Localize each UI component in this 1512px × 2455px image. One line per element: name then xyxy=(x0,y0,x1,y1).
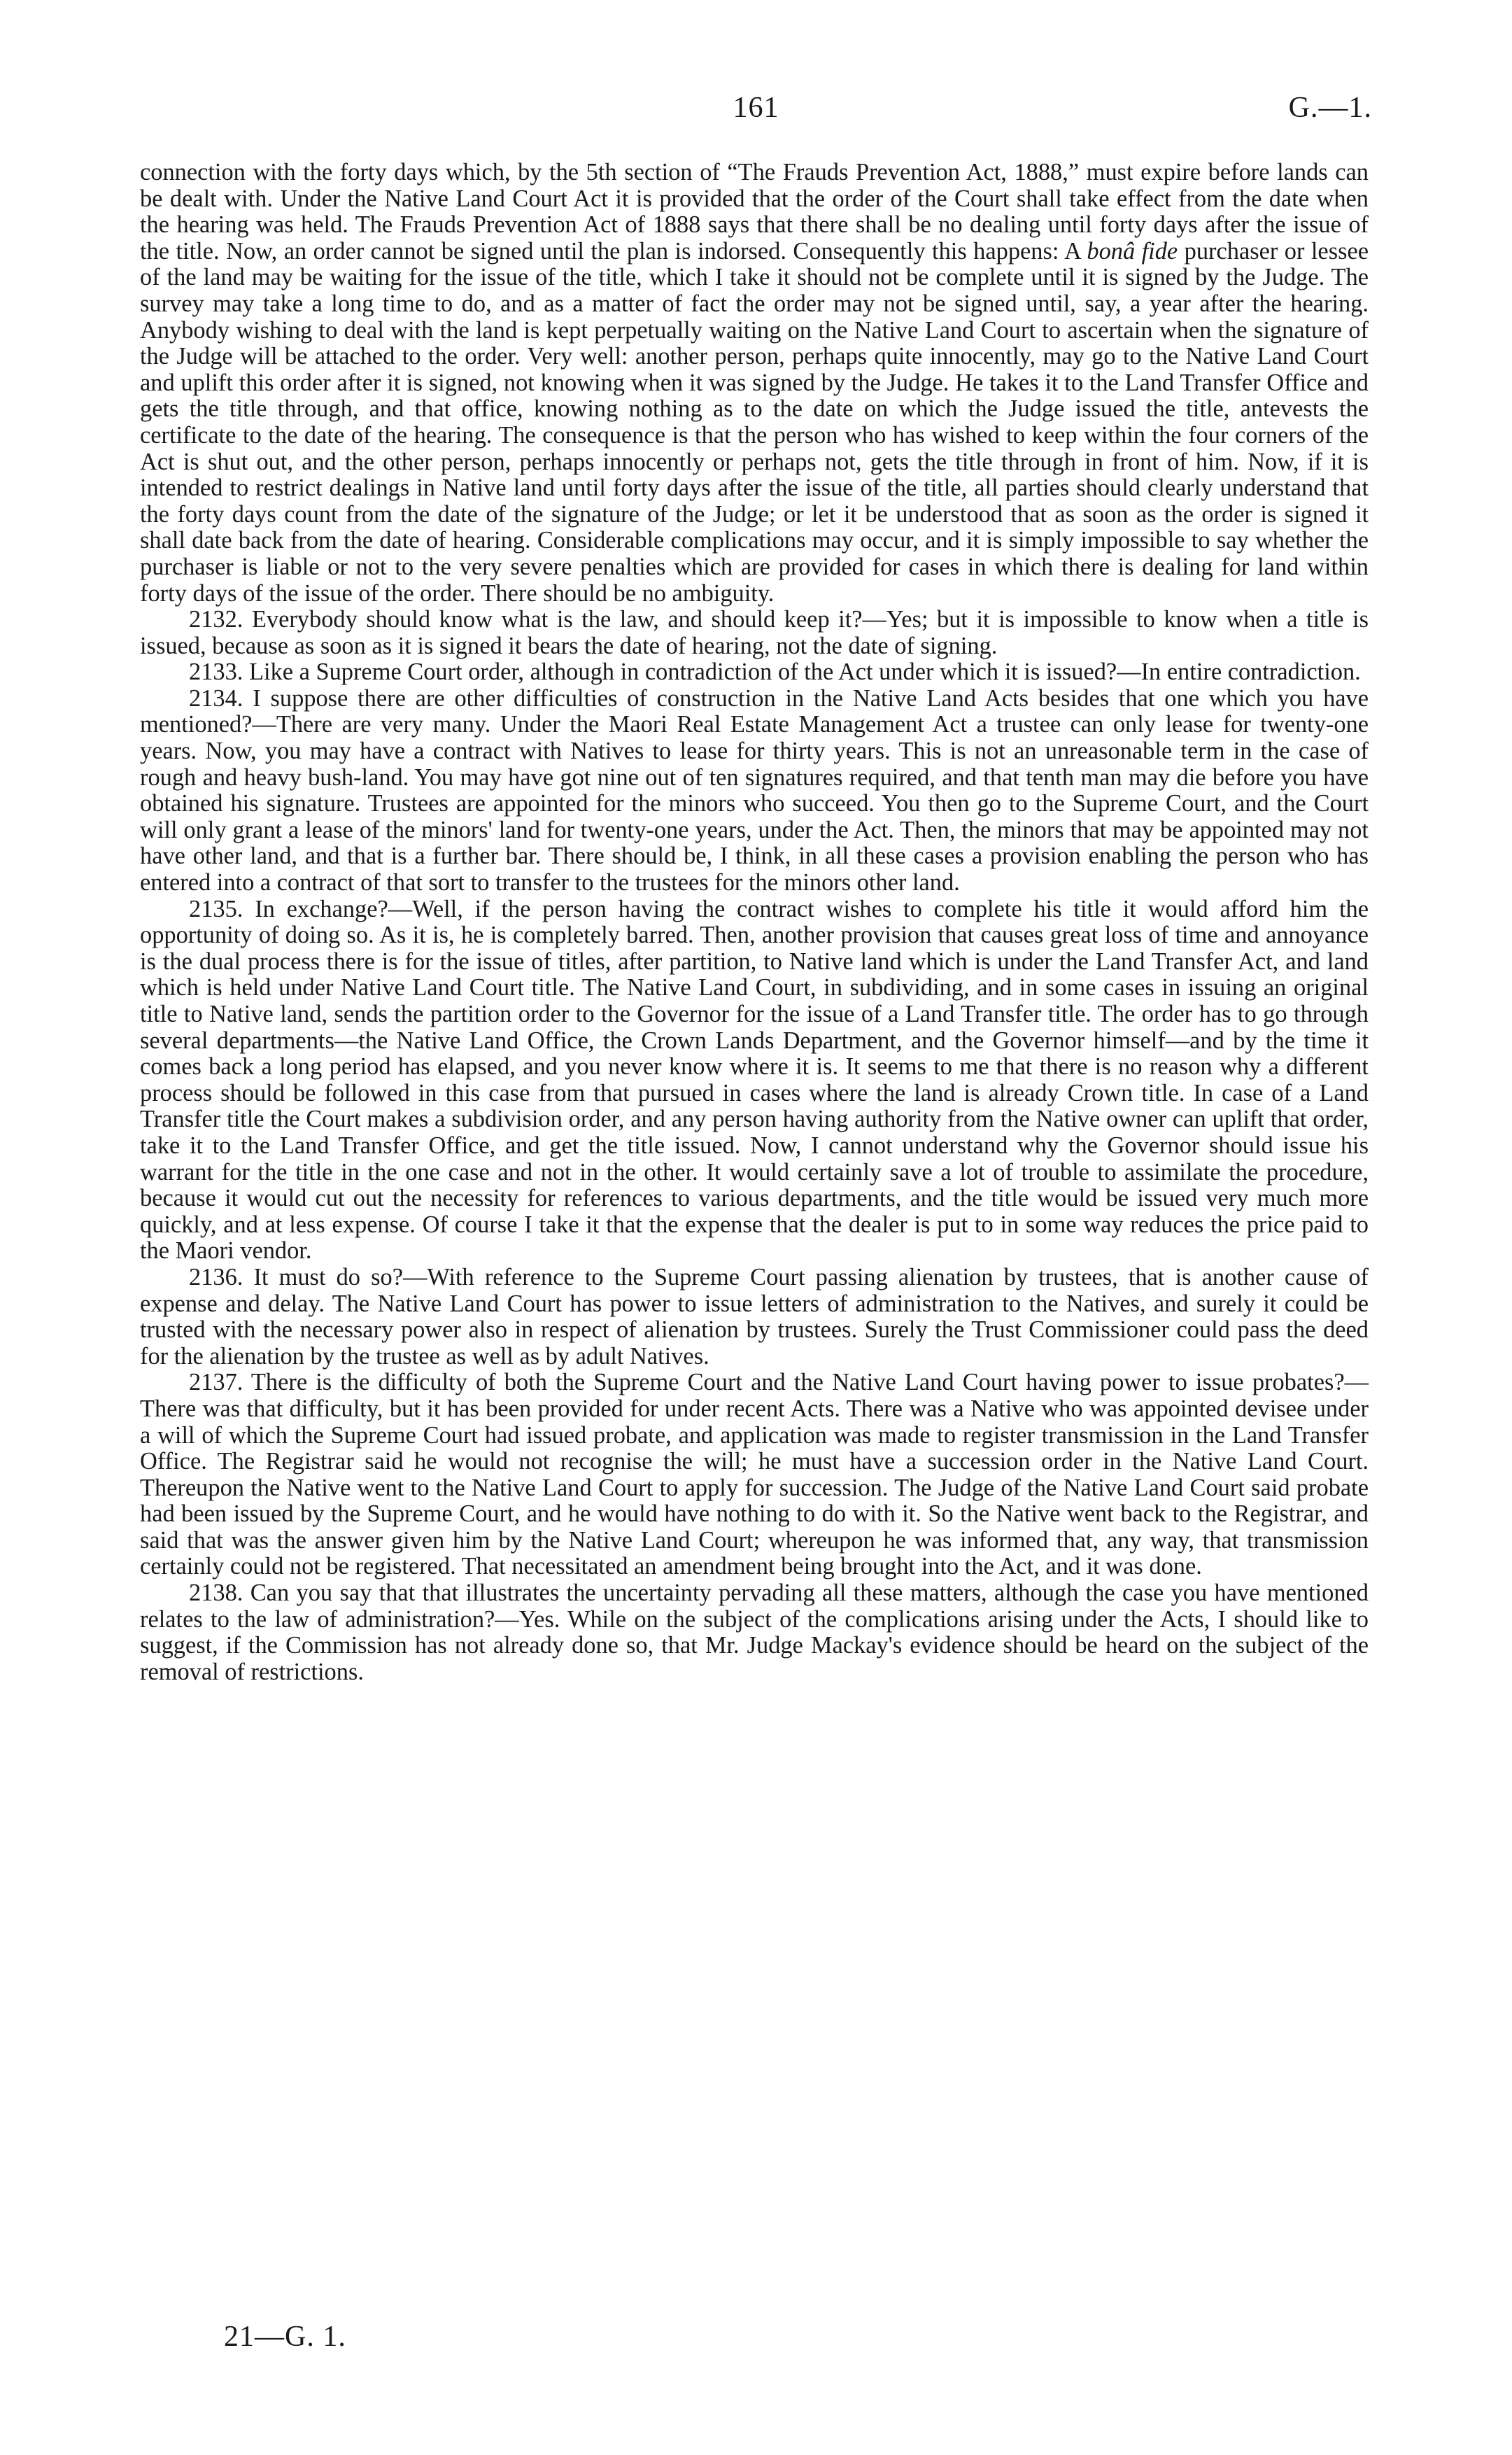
italic-phrase: bonâ fide xyxy=(1087,237,1178,265)
paragraph-2137: 2137. There is the difficulty of both the Supreme Court and the Native Land Court having power to issue probates?—There was that difficulty, but it has been provided for under recent Acts. There was a Native who was appointed devisee under a will of which the Supreme Court had issued probate, and application was made to register transmission in the Land Transfer Office. The Registrar said he would not recognise the will; he must have a succession order in the Native Land Court. Thereupon the Native went to the Native Land Court to apply for succession. The Judge of the Native Land Court said probate had been issued by the Supreme Court, and he would have nothing to do with it. So the Native went back to the Registrar, and said that was the answer given him by the Native Land Court; whereupon he was informed that, any way, that transmission certainly could not be registered. That necessitated an amendment being brought into the Act, and it was done. xyxy=(140,1369,1369,1580)
paragraph-2135: 2135. In exchange?—Well, if the person having the contract wishes to complete his title it would afford him the opportunity of doing so. As it is, he is completely barred. Then, another provision that causes great loss of time and annoyance is the dual process there is for the issue of titles, after partition, to Native land which is under the Land Transfer Act, and land which is held under Native Land Court title. The Native Land Court, in subdividing, and in some cases in issuing an original title to Native land, sends the partition order to the Governor for the issue of a Land Transfer title. The order has to go through several departments—the Native Land Office, the Crown Lands Department, and the Governor himself—and by the time it comes back a long period has elapsed, and you never know where it is. It seems to me that there is no reason why a different process should be followed in this case from that pursued in cases where the land is already Crown title. In case of a Land Transfer title the Court makes a subdivision order, and any person having authority from the Native owner can uplift that order, take it to the Land Transfer Office, and get the title issued. Now, I cannot understand why the Governor should issue his warrant for the title in the one case and not in the other. It would certainly save a lot of trouble to assimilate the procedure, because it would cut out the necessity for references to various departments, and the title would be issued very much more quickly, and at less expense. Of course I take it that the expense that the dealer is put to in some way reduces the price paid to the Maori vendor. xyxy=(140,895,1369,1265)
paragraph-2136: 2136. It must do so?—With reference to the Supreme Court passing alienation by trustees, that is another cause of expense and delay. The Native Land Court has power to issue letters of administration to the Natives, and surely it could be trusted with the necessary power also in respect of alienation by trustees. Surely the Trust Commissioner could pass the deed for the alienation by the trustee as well as by adult Natives. xyxy=(140,1263,1369,1370)
paragraph-2132: 2132. Everybody should know what is the law, and should keep it?—Yes; but it is impossible to know when a title is issued, because as soon as it is signed it bears the date of hearing, not the date of signing. xyxy=(140,606,1369,659)
page-number: 161 xyxy=(733,92,779,124)
paragraph-text: connection with the forty days which, by the 5th section of “The Frauds Prevention Act, 1888,” must expire before lands can be dealt with. Under the Native Land Court Act it is provided that the order of the Court shall take effect from the date when the hearing was held. The Frauds Prevention Act of 1888 says that there shall be no dealing until forty days after the issue of the title. Now, an order cannot be signed until the plan is indorsed. Consequently this happens: A xyxy=(140,159,1369,265)
body-text xyxy=(140,160,1369,1685)
document-reference: G.—1. xyxy=(1288,92,1372,124)
paragraph-2138: 2138. Can you say that that illustrates the uncertainty pervading all these matters, although the case you have mentioned relates to the law of administration?—Yes. While on the subject of the complications arising under the Acts, I should like to suggest, if the Commission has not already done so, that Mr. Judge Mackay's evidence should be heard on the subject of the removal of restrictions. xyxy=(140,1580,1369,1685)
paragraph-text: purchaser or lessee of the land may be waiting for the issue of the title, which I take it should not be complete until it is signed by the Judge. The survey may take a long time to do, and as a matter of fact the order may not be signed until, say, a year after the hearing. Anybody wishing to deal with the land is kept perpetually waiting on the Native Land Court to ascertain when the signature of the Judge will be attached to the order. Very well: another person, perhaps quite innocently, may go to the Native Land Court and uplift this order after it is signed, not knowing when it was signed by the Judge. He takes it to the Land Transfer Office and gets the title through, and that office, knowing nothing as to the date on which the Judge issued the title, antevests the certificate to the date of the hearing. The consequence is that the person who has wished to keep within the four corners of the Act is shut out, and the other person, perhaps innocently or perhaps not, gets the title through in front of him. Now, if it is intended to restrict dealings in Native land until forty days after the issue of the title, all parties should clearly understand that the forty days count from the date of the signature of the Judge; or let it be understood that as soon as the order is signed it shall date back from the date of hearing. Considerable complications may occur, and it is simply impossible to say whether the purchaser is liable or not to the very severe penalties which are provided for cases in which there is dealing for land within forty days of the issue of the order. There should be no ambiguity. xyxy=(140,237,1369,607)
signature-mark: 21—G. 1. xyxy=(224,2321,346,2353)
paragraph-continuation xyxy=(140,160,1369,607)
paragraph-2133: 2133. Like a Supreme Court order, although in contradiction of the Act under which it is issued?—In entire contradiction. xyxy=(189,659,1361,686)
paragraph-2134: 2134. I suppose there are other difficulties of construction in the Native Land Acts besides that one which you have mentioned?—There are very many. Under the Maori Real Estate Management Act a trustee can only lease for twenty-one years. Now, you may have a contract with Natives to lease for thirty years. This is not an unreasonable term in the case of rough and heavy bush-land. You may have got nine out of ten signatures required, and that tenth man may die before you have obtained his signature. Trustees are appointed for the minors who succeed. You then go to the Supreme Court, and the Court will only grant a lease of the minors' land for twenty-one years, under the Act. Then, the minors that may be appointed may not have other land, and that is a further bar. There should be, I think, in all these cases a provision enabling the person who has entered into a contract of that sort to transfer to the trustees for the minors other land. xyxy=(140,684,1369,896)
